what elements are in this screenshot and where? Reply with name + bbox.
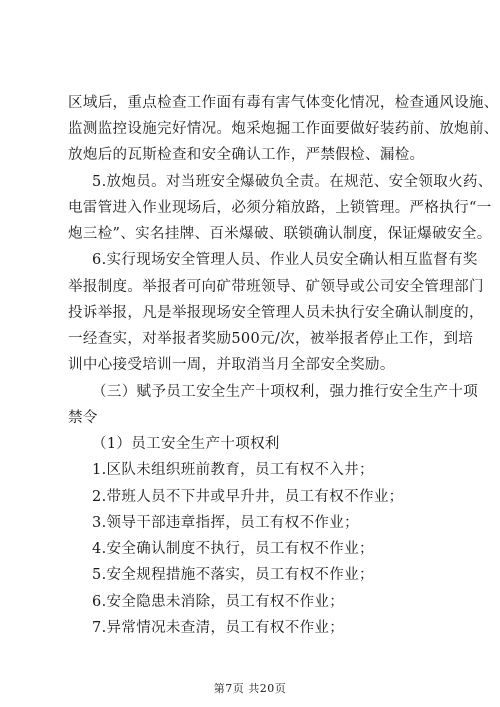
section-heading: （三）赋予员工安全生产十项权利，强力推行安全生产十项 [92,384,479,400]
body-text-line: 训中心接受培训一周，并取消当月全部安全奖励。 [68,357,395,373]
body-text-line: 监测监控设施完好情况。炮采炮掘工作面要做好装药前、放炮前、 [68,121,499,137]
page-number-footer: 第7页 共20页 [213,682,287,695]
list-item: 2.带班人员不下井或早升井，员工有权不作业； [92,489,404,505]
subsection-heading: （1）员工安全生产十项权利 [92,436,280,452]
section-heading-continued: 禁令 [68,410,98,426]
body-text-line: 炮三检”、实名挂牌、百米爆破、联锁确认制度，保证爆破安全。 [68,226,492,242]
body-text-line: 举报制度。举报者可向矿带班领导、矿领导或公司安全管理部门 [68,279,484,295]
item-6-heading: 6.实行现场安全管理人员、作业人员安全确认相互监督有奖 [92,252,478,268]
list-item: 6.安全隐患未消除，员工有权不作业； [92,594,345,610]
body-text-line: 电雷管进入作业现场后，必须分箱放路，上锁管理。严格执行“一 [68,200,492,216]
item-5-heading: 5.放炮员。对当班安全爆破负全责。在规范、安全领取火药、 [92,174,493,190]
list-item: 7.异常情况未查清，员工有权不作业； [92,620,345,636]
list-item: 5.安全规程措施不落实，员工有权不作业； [92,567,374,583]
list-item: 4.安全确认制度不执行，员工有权不作业； [92,541,374,557]
list-item: 3.领导干部违章指挥，员工有权不作业； [92,515,359,531]
body-text-line: 投诉举报，凡是举报现场安全管理人员未执行安全确认制度的， [68,305,484,321]
list-item: 1.区队未组织班前教育，员工有权不入井； [92,462,374,478]
body-text-line: 一经查实，对举报者奖励500元/次，被举报者停止工作，到培 [68,331,474,347]
body-text-line: 放炮后的瓦斯检查和安全确认工作，严禁假检、漏检。 [68,147,425,163]
body-text-line: 区域后，重点检查工作面有毒有害气体变化情况，检查通风设施、 [68,95,499,111]
